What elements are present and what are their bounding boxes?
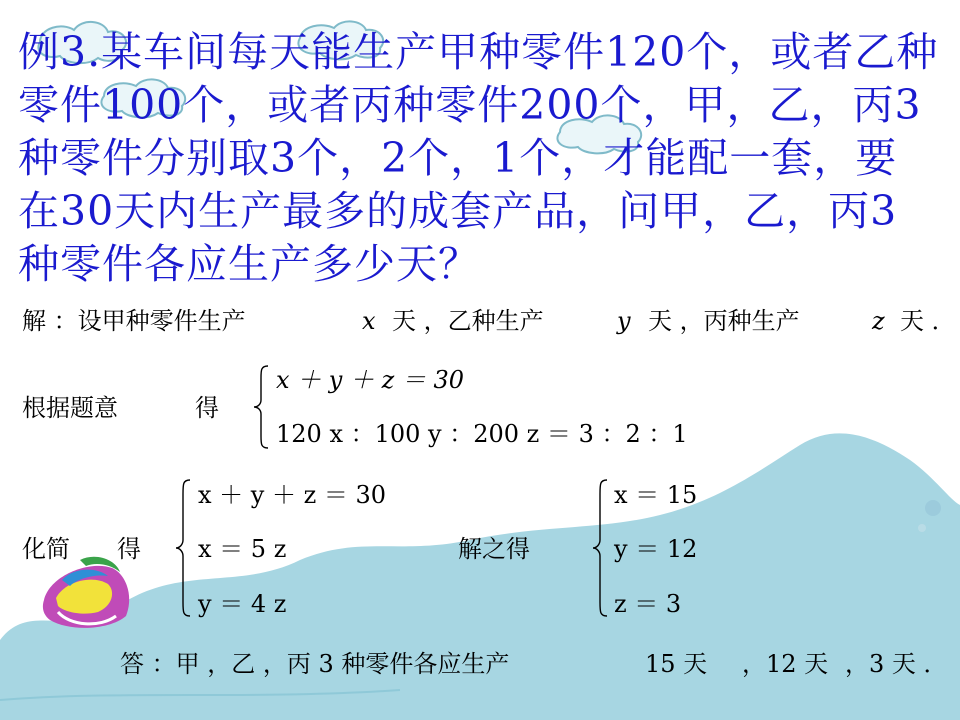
problem-line: 种零件各应生产多少天？ xyxy=(18,240,480,288)
setup-day-2: 天 ，丙种生产 xyxy=(648,307,800,335)
system3-eq1: x ＝ 15 xyxy=(614,481,698,509)
system2-brace xyxy=(174,478,194,618)
answer-days-3: ，3 天 ． xyxy=(845,650,948,678)
answer-days-1: 15 天 xyxy=(645,650,708,678)
system3-eq3: z ＝ 3 xyxy=(614,590,682,618)
system3-eq2: y ＝ 12 xyxy=(614,535,698,563)
system1-label: 根据题意 xyxy=(22,394,118,422)
system1-eq2: 120 x ：100 y ：200 z ＝ 3 ：2 ：1 xyxy=(276,420,688,448)
setup-day-1: 天 ，乙种生产 xyxy=(392,307,544,335)
system1-eq1: x ＋ y ＋ z ＝ 30 xyxy=(276,366,465,394)
system2-eq3: y ＝ 4 z xyxy=(198,590,287,618)
system1-de: 得 xyxy=(195,394,219,422)
system1-brace xyxy=(252,364,272,450)
setup-var-x: x xyxy=(362,307,376,335)
problem-statement xyxy=(18,26,948,291)
system2-label: 化简 xyxy=(22,535,70,563)
problem-line: 零件100个，或者丙种零件200个，甲，乙，丙3 xyxy=(18,81,922,129)
setup-day-3: 天 ． xyxy=(900,307,956,335)
system2-eq1: x ＋ y ＋ z ＝ 30 xyxy=(198,481,387,509)
setup-label: 解 ：设甲种零件生产 xyxy=(22,307,246,335)
system3-label: 解之得 xyxy=(458,535,530,563)
problem-line: 在30天内生产最多的成套产品，问甲，乙，丙3 xyxy=(18,187,898,235)
setup-var-y: y xyxy=(617,307,631,335)
system2-de: 得 xyxy=(117,535,141,563)
answer-days-2: ，12 天 xyxy=(742,650,829,678)
system2-eq2: x ＝ 5 z xyxy=(198,535,287,563)
system3-brace xyxy=(591,478,611,618)
setup-var-z: z xyxy=(872,307,885,335)
problem-line: 种零件分别取3个，2个，1个，才能配一套，要 xyxy=(18,134,898,182)
answer-label: 答 ：甲 ，乙 ，丙 3 种零件各应生产 xyxy=(120,650,510,678)
problem-line: 例3.某车间每天能生产甲种零件120个，或者乙种 xyxy=(18,28,939,76)
